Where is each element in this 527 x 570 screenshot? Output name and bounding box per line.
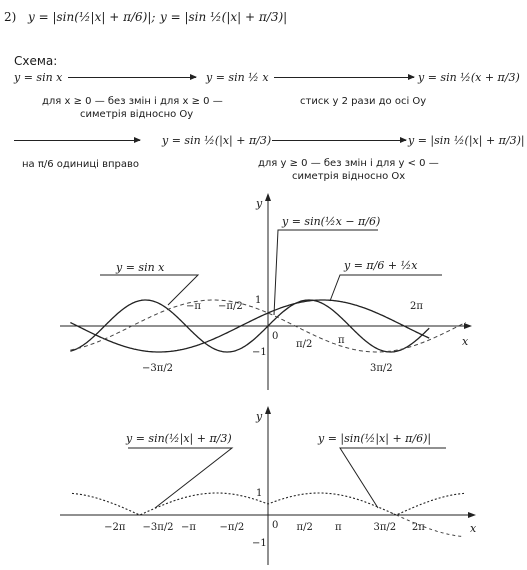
formula-main: y = |sin(½|x| + π/6)|; [28, 10, 156, 24]
graph2-tick-label: −π [181, 522, 196, 533]
graph1-tick-minus-one: −1 [252, 347, 267, 358]
scheme-arrow-1 [68, 77, 196, 78]
graph2-tick-label: 3π/2 [373, 522, 397, 533]
graph2-tick-label: −2π [104, 522, 126, 533]
graph1-leader-shift [274, 230, 378, 315]
graph2-x-arrow [468, 512, 476, 518]
graph1-tick-one: 1 [255, 295, 262, 306]
scheme-step2-right: y = |sin ½(|x| + π/3)| [408, 134, 525, 147]
graph1-y-arrow [265, 193, 271, 201]
graph1-label-shift: y = sin(½x − π/6) [282, 215, 381, 228]
scheme-arrow-2 [274, 77, 414, 78]
graph1-tick-pi: π [338, 335, 345, 346]
scheme-step1-to-right: y = sin ½(x + π/3) [418, 71, 520, 84]
scheme-step1-from: y = sin x [14, 71, 63, 84]
graph1-label-sinx: y = sin x [116, 261, 165, 274]
graph2-tick-label: 2π [411, 522, 425, 533]
graph2-tick-label: π/2 [296, 522, 313, 533]
scheme-step2-mid: y = sin ½(|x| + π/3) [162, 134, 272, 147]
graph1-axis-x-label: x [462, 335, 469, 348]
graph1-leader-line [330, 275, 442, 301]
scheme-note-1a: для x ≥ 0 — без змін і для x ≥ 0 — [42, 96, 223, 107]
graph1-axis-y-label: y [256, 197, 263, 210]
graph2-label-left: y = sin(½|x| + π/3) [126, 432, 232, 445]
scheme-note-1b: симетрія відносно Oy [80, 109, 194, 120]
graph2-tick-label: −3π/2 [142, 522, 174, 533]
scheme-note-2: стиск у 2 рази до осі Oy [300, 96, 427, 107]
scheme-label: Схема: [14, 54, 58, 68]
graph1-tick-minus-three-pi-half: −3π/2 [142, 363, 174, 374]
graph2-axis-x-label: x [470, 522, 477, 535]
scheme-note-3: на π/6 одиниці вправо [22, 159, 140, 170]
graph1-label-line: y = π/6 + ½x [344, 259, 418, 272]
graph-2 [0, 400, 527, 570]
graph2-leader-left [128, 448, 232, 508]
graph1-tick-pi-half: π/2 [296, 339, 313, 350]
graph2-origin: 0 [272, 520, 279, 531]
graph-1 [0, 185, 527, 395]
graph1-tick-minus-pi: −π [186, 301, 201, 312]
graph2-label-right: y = |sin(½|x| + π/6)| [318, 432, 432, 445]
graph2-axis-y-label: y [256, 410, 263, 423]
scheme-arrow-3 [14, 140, 140, 141]
graph1-tick-minus-pi-half: −π/2 [218, 301, 243, 312]
graph2-y-arrow [265, 406, 271, 414]
scheme-arrow-4 [272, 140, 406, 141]
graph2-tick-label: π [335, 522, 342, 533]
graph2-tick-one: 1 [256, 488, 263, 499]
graph2-curve-under [391, 512, 465, 536]
scheme-note-4a: для y ≥ 0 — без змін і для y < 0 — [258, 158, 439, 169]
problem-number: 2) [4, 10, 17, 24]
formula-second: y = |sin ½(|x| + π/3)| [160, 10, 288, 24]
graph1-tick-two-pi: 2π [410, 301, 423, 312]
scheme-note-4b: симетрія відносно Ox [292, 171, 406, 182]
graph1-origin: 0 [272, 331, 279, 342]
graph1-tick-three-pi-half: 3π/2 [370, 363, 393, 374]
graph2-leader-right [340, 448, 446, 508]
graph2-tick-minus-one: −1 [252, 538, 267, 549]
scheme-step1-to: y = sin ½ x [206, 71, 269, 84]
graph2-tick-label: −π/2 [219, 522, 245, 533]
graph2-tick-labels [104, 522, 425, 533]
graph1-x-arrow [464, 323, 472, 329]
